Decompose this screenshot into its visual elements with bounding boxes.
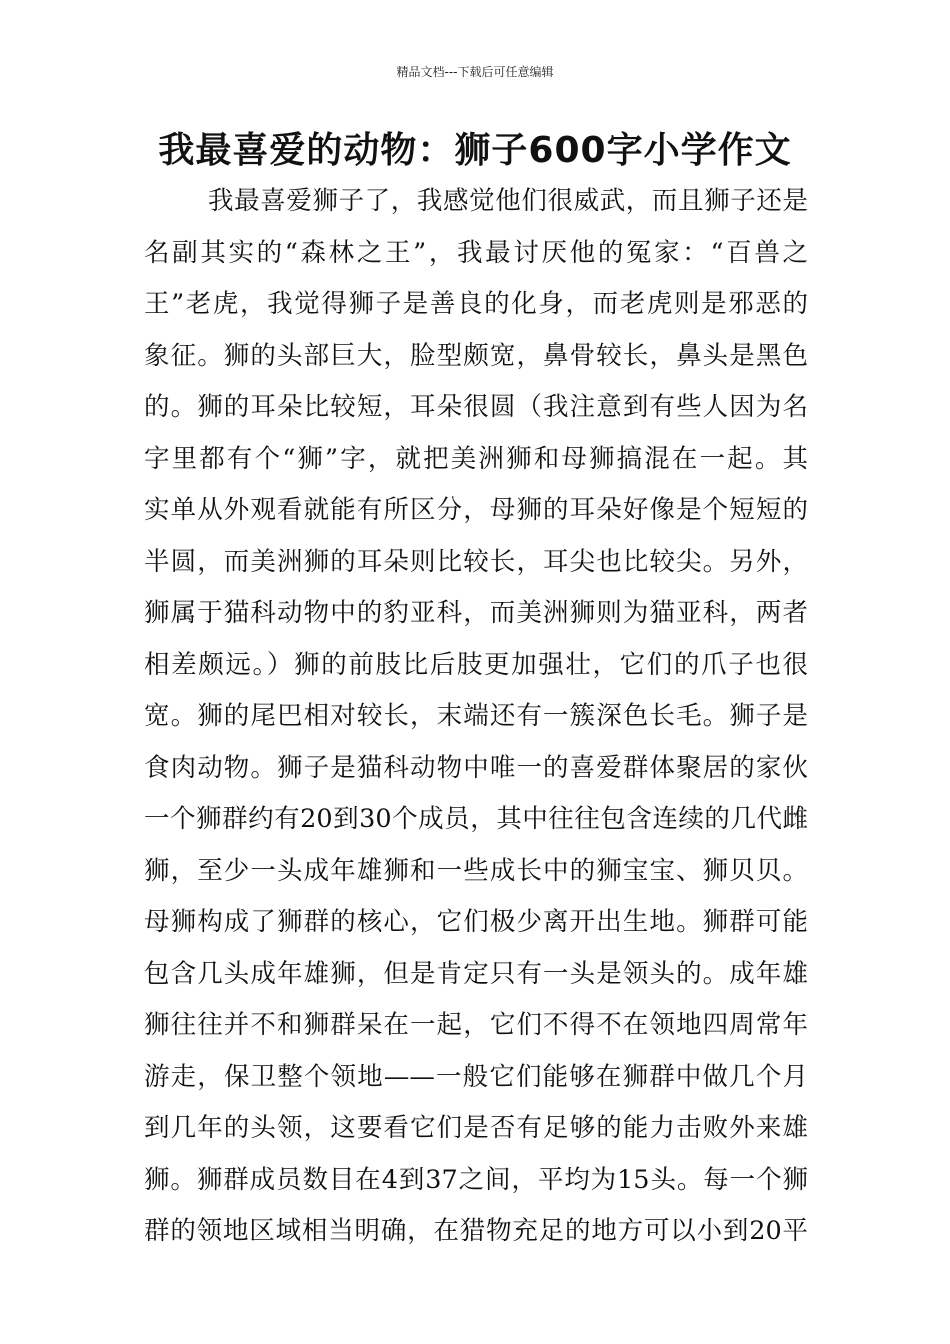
paragraph-line: 狮。狮群成员数目在4到37之间，平均为15头。每一个狮 xyxy=(144,1164,808,1195)
paragraph-line: 一个狮群约有20到30个成员，其中往往包含连续的几代雌 xyxy=(144,804,808,834)
paragraph-line: 到几年的头领，这要看它们是否有足够的能力击败外来雄 xyxy=(144,1113,808,1143)
paragraph-line: 狮，至少一头成年雄狮和一些成长中的狮宝宝、狮贝贝。 xyxy=(144,855,808,886)
paragraph-line: 半圆，而美洲狮的耳朵则比较长，耳尖也比较尖。另外， xyxy=(144,546,808,577)
document-title: 我最喜爱的动物：狮子600字小学作文 xyxy=(158,130,792,171)
paragraph-line: 食肉动物。狮子是猫科动物中唯一的喜爱群体聚居的家伙 xyxy=(144,752,808,783)
paragraph-line: 的。狮的耳朵比较短，耳朵很圆（我注意到有些人因为名 xyxy=(144,392,808,422)
paragraph-line: 我最喜爱狮子了，我感觉他们很威武，而且狮子还是 xyxy=(208,186,808,216)
paragraph-line: 狮属于猫科动物中的豹亚科，而美洲狮则为猫亚科，两者 xyxy=(144,598,808,628)
paragraph-line: 宽。狮的尾巴相对较长，末端还有一簇深色长毛。狮子是 xyxy=(144,701,808,731)
essay-body xyxy=(144,176,808,1258)
paragraph-line: 游走，保卫整个领地——一般它们能够在狮群中做几个月 xyxy=(144,1061,808,1092)
page-header: 精品文档---下载后可任意编辑 xyxy=(396,65,554,79)
paragraph-line: 王”老虎，我觉得狮子是善良的化身，而老虎则是邪恶的 xyxy=(144,289,808,319)
paragraph-line: 群的领地区域相当明确，在猎物充足的地方可以小到20平 xyxy=(144,1216,808,1246)
paragraph-line: 名副其实的“森林之王”，我最讨厌他的冤家：“百兽之 xyxy=(144,237,808,268)
paragraph-line: 字里都有个“狮”字，就把美洲狮和母狮搞混在一起。其 xyxy=(144,443,808,474)
paragraph-line: 狮往往并不和狮群呆在一起，它们不得不在领地四周常年 xyxy=(144,1010,808,1040)
paragraph-line: 母狮构成了狮群的核心，它们极少离开出生地。狮群可能 xyxy=(144,907,808,937)
paragraph-line: 实单从外观看就能有所区分，母狮的耳朵好像是个短短的 xyxy=(144,495,808,525)
paragraph-line: 象征。狮的头部巨大，脸型颇宽，鼻骨较长，鼻头是黑色 xyxy=(144,340,808,371)
paragraph-line: 相差颇远。）狮的前肢比后肢更加强壮，它们的爪子也很 xyxy=(144,649,808,680)
paragraph-line: 包含几头成年雄狮，但是肯定只有一头是领头的。成年雄 xyxy=(144,958,808,989)
